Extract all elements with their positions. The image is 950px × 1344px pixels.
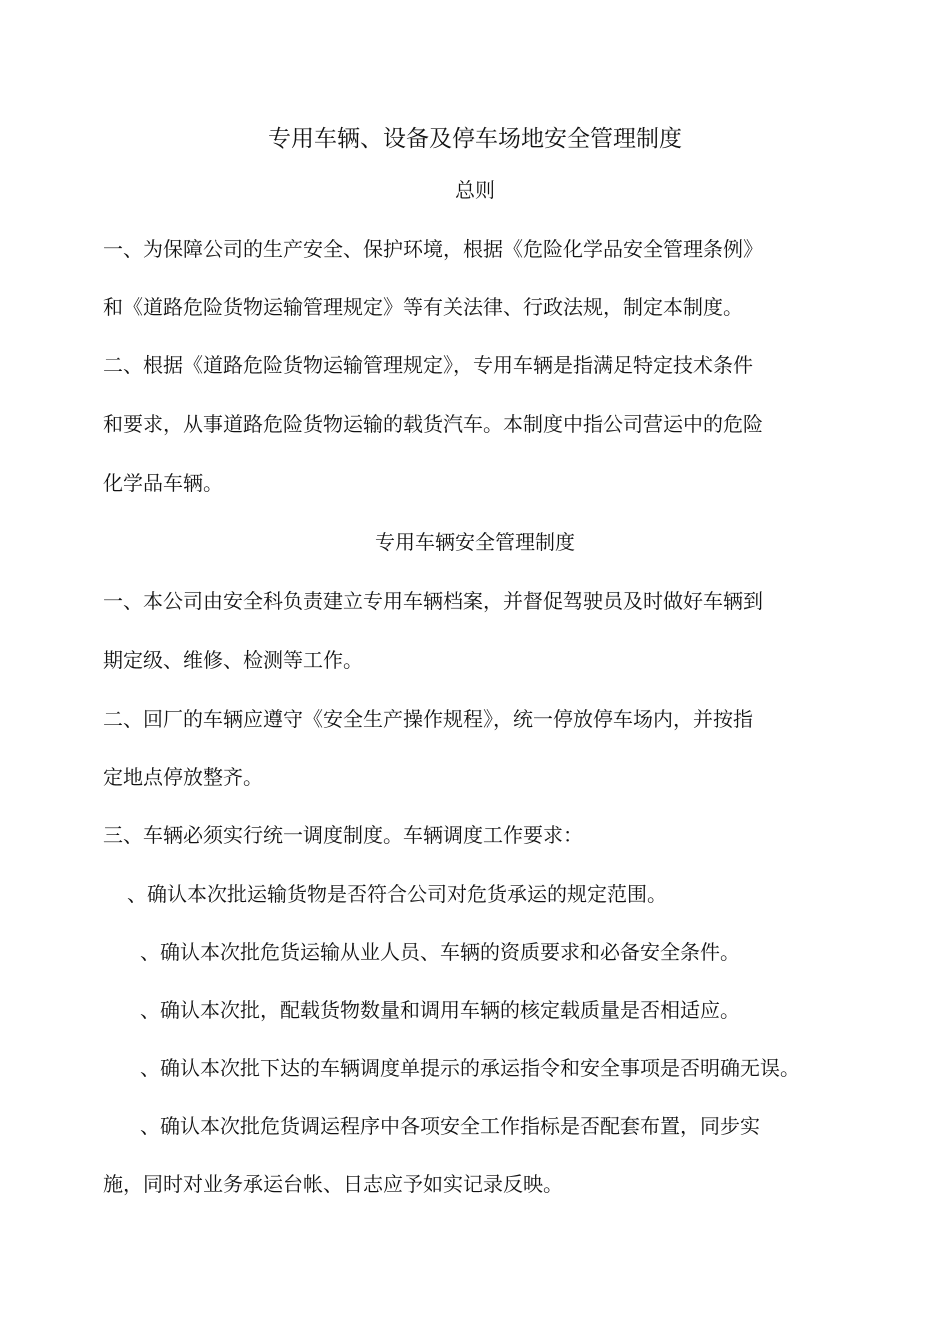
paragraph-line: 化学品车辆。 (103, 471, 223, 495)
list-item: 、确认本次批危货运输从业人员、车辆的资质要求和必备安全条件。 (140, 940, 740, 964)
list-item: 、确认本次批运输货物是否符合公司对危货承运的规定范围。 (127, 882, 667, 906)
paragraph-line: 一、为保障公司的生产安全、保护环境，根据《危险化学品安全管理条例》 (103, 237, 763, 261)
paragraph-line: 二、根据《道路危险货物运输管理规定》，专用车辆是指满足特定技术条件 (103, 353, 753, 377)
list-item: 、确认本次批，配载货物数量和调用车辆的核定载质量是否相适应。 (140, 998, 740, 1022)
paragraph-line: 一、本公司由安全科负责建立专用车辆档案，并督促驾驶员及时做好车辆到 (103, 589, 763, 613)
paragraph-line: 二、回厂的车辆应遵守《安全生产操作规程》，统一停放停车场内，并按指 (103, 707, 753, 731)
section-heading-general: 总则 (455, 178, 495, 202)
paragraph-line: 定地点停放整齐。 (103, 765, 263, 789)
paragraph-line: 施，同时对业务承运台帐、日志应予如实记录反映。 (103, 1172, 563, 1196)
paragraph-line: 和《道路危险货物运输管理规定》等有关法律、行政法规，制定本制度。 (103, 295, 743, 319)
list-item: 、确认本次批危货调运程序中各项安全工作指标是否配套布置，同步实 (140, 1114, 760, 1138)
paragraph-line: 和要求，从事道路危险货物运输的载货汽车。本制度中指公司营运中的危险 (103, 412, 763, 436)
list-item: 、确认本次批下达的车辆调度单提示的承运指令和安全事项是否明确无误。 (140, 1056, 800, 1080)
paragraph-line: 期定级、维修、检测等工作。 (103, 648, 363, 672)
document-title: 专用车辆、设备及停车场地安全管理制度 (268, 126, 682, 152)
paragraph-line: 三、车辆必须实行统一调度制度。车辆调度工作要求： (103, 823, 583, 847)
section-heading-vehicles: 专用车辆安全管理制度 (375, 530, 575, 554)
